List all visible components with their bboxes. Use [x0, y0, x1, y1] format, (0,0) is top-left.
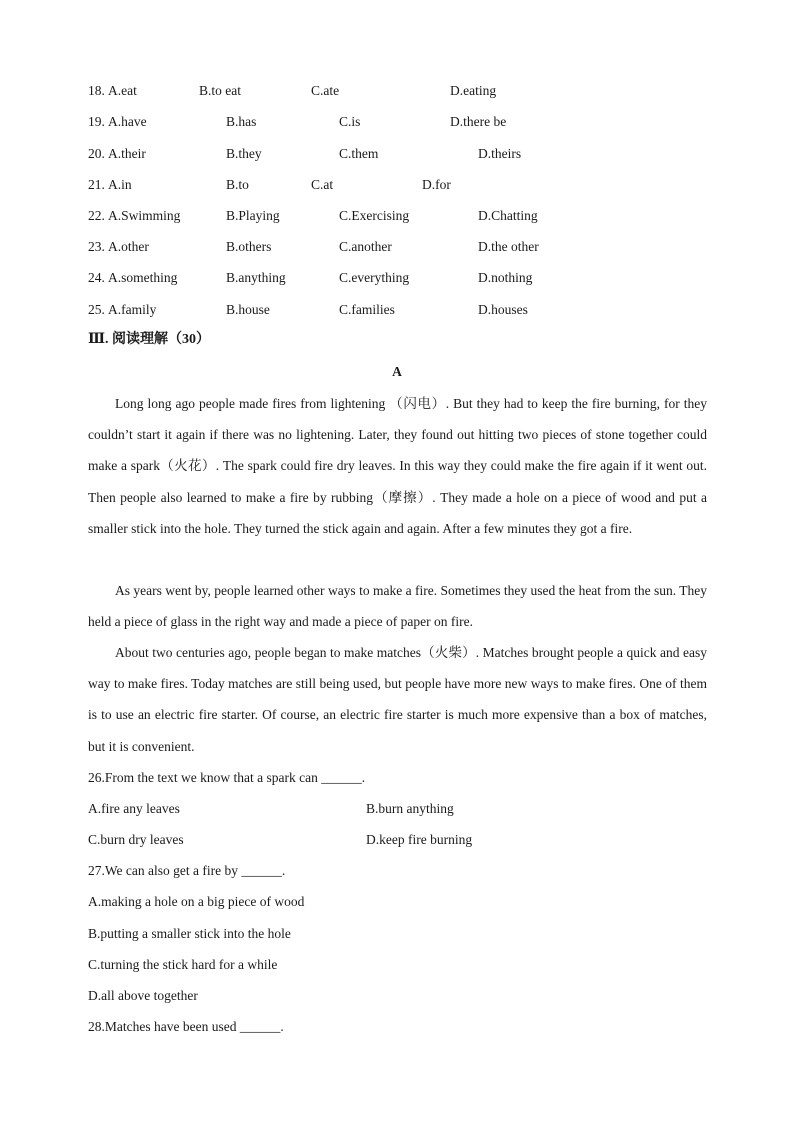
passage-paragraph-2: As years went by, people learned other ways to make a fire. Sometimes they used the heat from the sun. They held a piece of glass in the right way and made a piece of paper on fire.: [88, 583, 707, 630]
question-26-option-a: A.fire any leaves: [88, 801, 180, 816]
option-a: A.other: [108, 239, 149, 254]
option-c: C.Exercising: [339, 208, 410, 223]
question-27-stem: 27.We can also get a fire by ______.: [88, 863, 286, 878]
question-26-option-b: B.burn anything: [366, 801, 454, 816]
question-number: 21.: [88, 177, 105, 192]
option-d: D.nothing: [478, 270, 533, 285]
question-number: 20.: [88, 146, 105, 161]
question-26-option-c: C.burn dry leaves: [88, 832, 184, 847]
option-b: B.to eat: [199, 83, 241, 98]
option-a: A.eat: [108, 83, 137, 98]
option-d: D.eating: [450, 83, 497, 98]
option-b: B.others: [226, 239, 272, 254]
option-c: C.families: [339, 302, 395, 317]
question-27-option-b: B.putting a smaller stick into the hole: [88, 926, 291, 941]
option-b: B.has: [226, 114, 257, 129]
option-c: C.at: [311, 177, 334, 192]
option-d: D.for: [422, 177, 451, 192]
section-title: Ⅲ. 阅读理解（30）: [88, 332, 211, 347]
option-c: C.is: [339, 114, 361, 129]
option-b: B.to: [226, 177, 249, 192]
option-b: B.anything: [226, 270, 286, 285]
question-number: 23.: [88, 239, 105, 254]
option-a: A.in: [108, 177, 132, 192]
question-number: 19.: [88, 114, 105, 129]
option-d: D.the other: [478, 239, 539, 254]
option-a: A.have: [108, 114, 147, 129]
option-b: B.Playing: [226, 208, 280, 223]
question-28-stem: 28.Matches have been used ______.: [88, 1019, 284, 1034]
option-c: C.ate: [311, 83, 340, 98]
passage-paragraph-1: Long long ago people made fires from lightening （闪电）. But they had to keep the fire burning, for they couldn’t start it again if there was no lightening. Later, they found out hitting two pieces of stone together could make a spark（火花）. The spark could fire dry leaves. In this way they could make the fire again if it went out. Then people also learned to make a fire by rubbing（摩擦）. They made a hole on a piece of wood and put a smaller stick into the hole. They turned the stick again and again. After a few minutes they got a fire.: [88, 396, 707, 536]
option-b: B.they: [226, 146, 262, 161]
option-d: D.theirs: [478, 146, 522, 161]
option-a: A.their: [108, 146, 146, 161]
question-26-option-d: D.keep fire burning: [366, 832, 473, 847]
question-27-option-a: A.making a hole on a big piece of wood: [88, 894, 305, 909]
option-a: A.something: [108, 270, 178, 285]
question-number: 22.: [88, 208, 105, 223]
option-c: C.them: [339, 146, 379, 161]
option-a: A.family: [108, 302, 157, 317]
question-27-option-d: D.all above together: [88, 988, 198, 1003]
passage-paragraph-3: About two centuries ago, people began to make matches（火柴）. Matches brought people a quick and easy way to make fires. Today matches are still being used, but people have more new ways to make fires. One of them is to use an electric fire starter. Of course, an electric fire starter is much more expensive than a box of matches, but it is convenient.: [88, 645, 707, 754]
option-b: B.house: [226, 302, 270, 317]
option-d: D.Chatting: [478, 208, 538, 223]
question-26-stem: 26.From the text we know that a spark can ______.: [88, 770, 366, 785]
question-number: 18.: [88, 83, 105, 98]
passage-label: A: [392, 364, 402, 379]
question-number: 25.: [88, 302, 105, 317]
question-number: 24.: [88, 270, 105, 285]
option-a: A.Swimming: [108, 208, 181, 223]
question-27-option-c: C.turning the stick hard for a while: [88, 957, 278, 972]
option-c: C.everything: [339, 270, 410, 285]
option-c: C.another: [339, 239, 392, 254]
option-d: D.houses: [478, 302, 528, 317]
option-d: D.there be: [450, 114, 507, 129]
